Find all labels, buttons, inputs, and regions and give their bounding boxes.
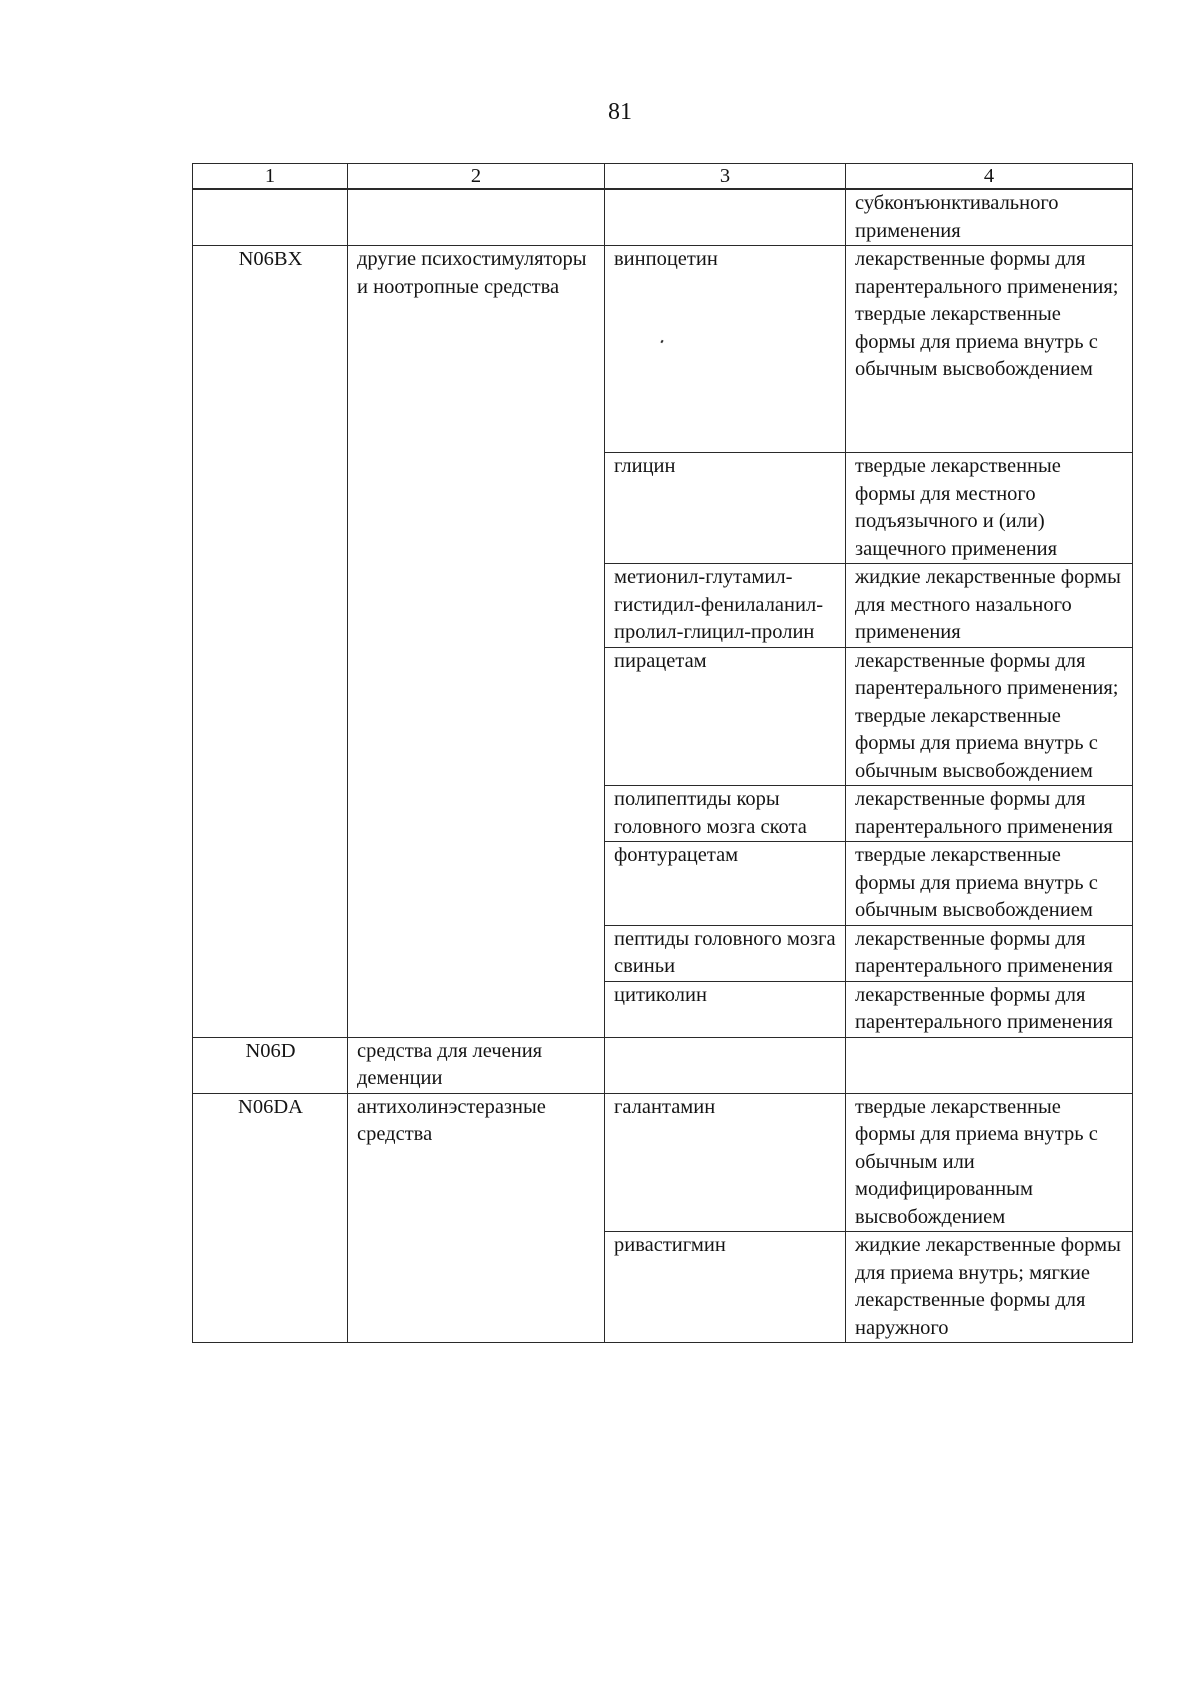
dosage-form-cell: лекарственные формы для парентерального применения; твердые лекарственные формы для приема внутрь с обычным высвобождением xyxy=(846,647,1133,786)
drug-name-cell xyxy=(605,1037,846,1093)
drug-name-cell: пирацетам xyxy=(605,647,846,786)
page-number: 81 xyxy=(608,99,632,125)
group-name-cell xyxy=(348,189,605,246)
drug-name-cell: цитиколин xyxy=(605,981,846,1037)
column-number-3: 3 xyxy=(605,164,846,190)
column-number-2: 2 xyxy=(348,164,605,190)
dosage-form-cell: твердые лекарственные формы для приема внутрь с обычным высвобождением xyxy=(846,842,1133,926)
drug-name-cell xyxy=(605,189,846,246)
dosage-form-cell: лекарственные формы для парентерального применения; твердые лекарственные формы для приема внутрь с обычным высвобождением xyxy=(846,246,1133,453)
dosage-form-cell: лекарственные формы для парентерального применения xyxy=(846,786,1133,842)
table-row xyxy=(193,1037,1133,1093)
group-name-cell: другие психостимуляторы и ноотропные средства xyxy=(348,246,605,1038)
drug-name-cell: метионил-глутамил-гистидил-фенилаланил-пролил-глицил-пролин xyxy=(605,564,846,648)
column-number-4: 4 xyxy=(846,164,1133,190)
atc-code-cell: N06D xyxy=(193,1037,348,1093)
drug-name-cell: пептиды головного мозга свиньи xyxy=(605,925,846,981)
drug-name-cell: галантамин xyxy=(605,1093,846,1232)
dosage-form-cell: лекарственные формы для парентерального применения xyxy=(846,925,1133,981)
dosage-form-cell: жидкие лекарственные формы для приема внутрь; мягкие лекарственные формы для наружного xyxy=(846,1232,1133,1343)
group-name-cell: средства для лечения деменции xyxy=(348,1037,605,1093)
table-row xyxy=(193,189,1133,246)
atc-code-cell: N06DA xyxy=(193,1093,348,1343)
atc-code-cell: N06BX xyxy=(193,246,348,1038)
drug-name-cell: полипептиды коры головного мозга скота xyxy=(605,786,846,842)
drug-name-cell: фонтурацетам xyxy=(605,842,846,926)
dosage-form-cell: субконъюнктивального применения xyxy=(846,189,1133,246)
column-number-1: 1 xyxy=(193,164,348,190)
table-row xyxy=(193,246,1133,453)
dosage-form-cell: твердые лекарственные формы для приема внутрь с обычным или модифицированным высвобождением xyxy=(846,1093,1133,1232)
dosage-form-cell: жидкие лекарственные формы для местного назального применения xyxy=(846,564,1133,648)
dosage-form-cell: лекарственные формы для парентерального применения xyxy=(846,981,1133,1037)
atc-code-cell xyxy=(193,189,348,246)
dosage-form-cell xyxy=(846,1037,1133,1093)
drug-name-cell: ривастигмин xyxy=(605,1232,846,1343)
dosage-form-cell: твердые лекарственные формы для местного подъязычного и (или) защечного применения xyxy=(846,453,1133,564)
group-name-cell: антихолинэстеразные средства xyxy=(348,1093,605,1343)
drug-name-cell: винпоцетин xyxy=(605,246,846,453)
drug-name-cell: глицин xyxy=(605,453,846,564)
table-row xyxy=(193,1093,1133,1232)
table-header-row xyxy=(193,164,1133,190)
